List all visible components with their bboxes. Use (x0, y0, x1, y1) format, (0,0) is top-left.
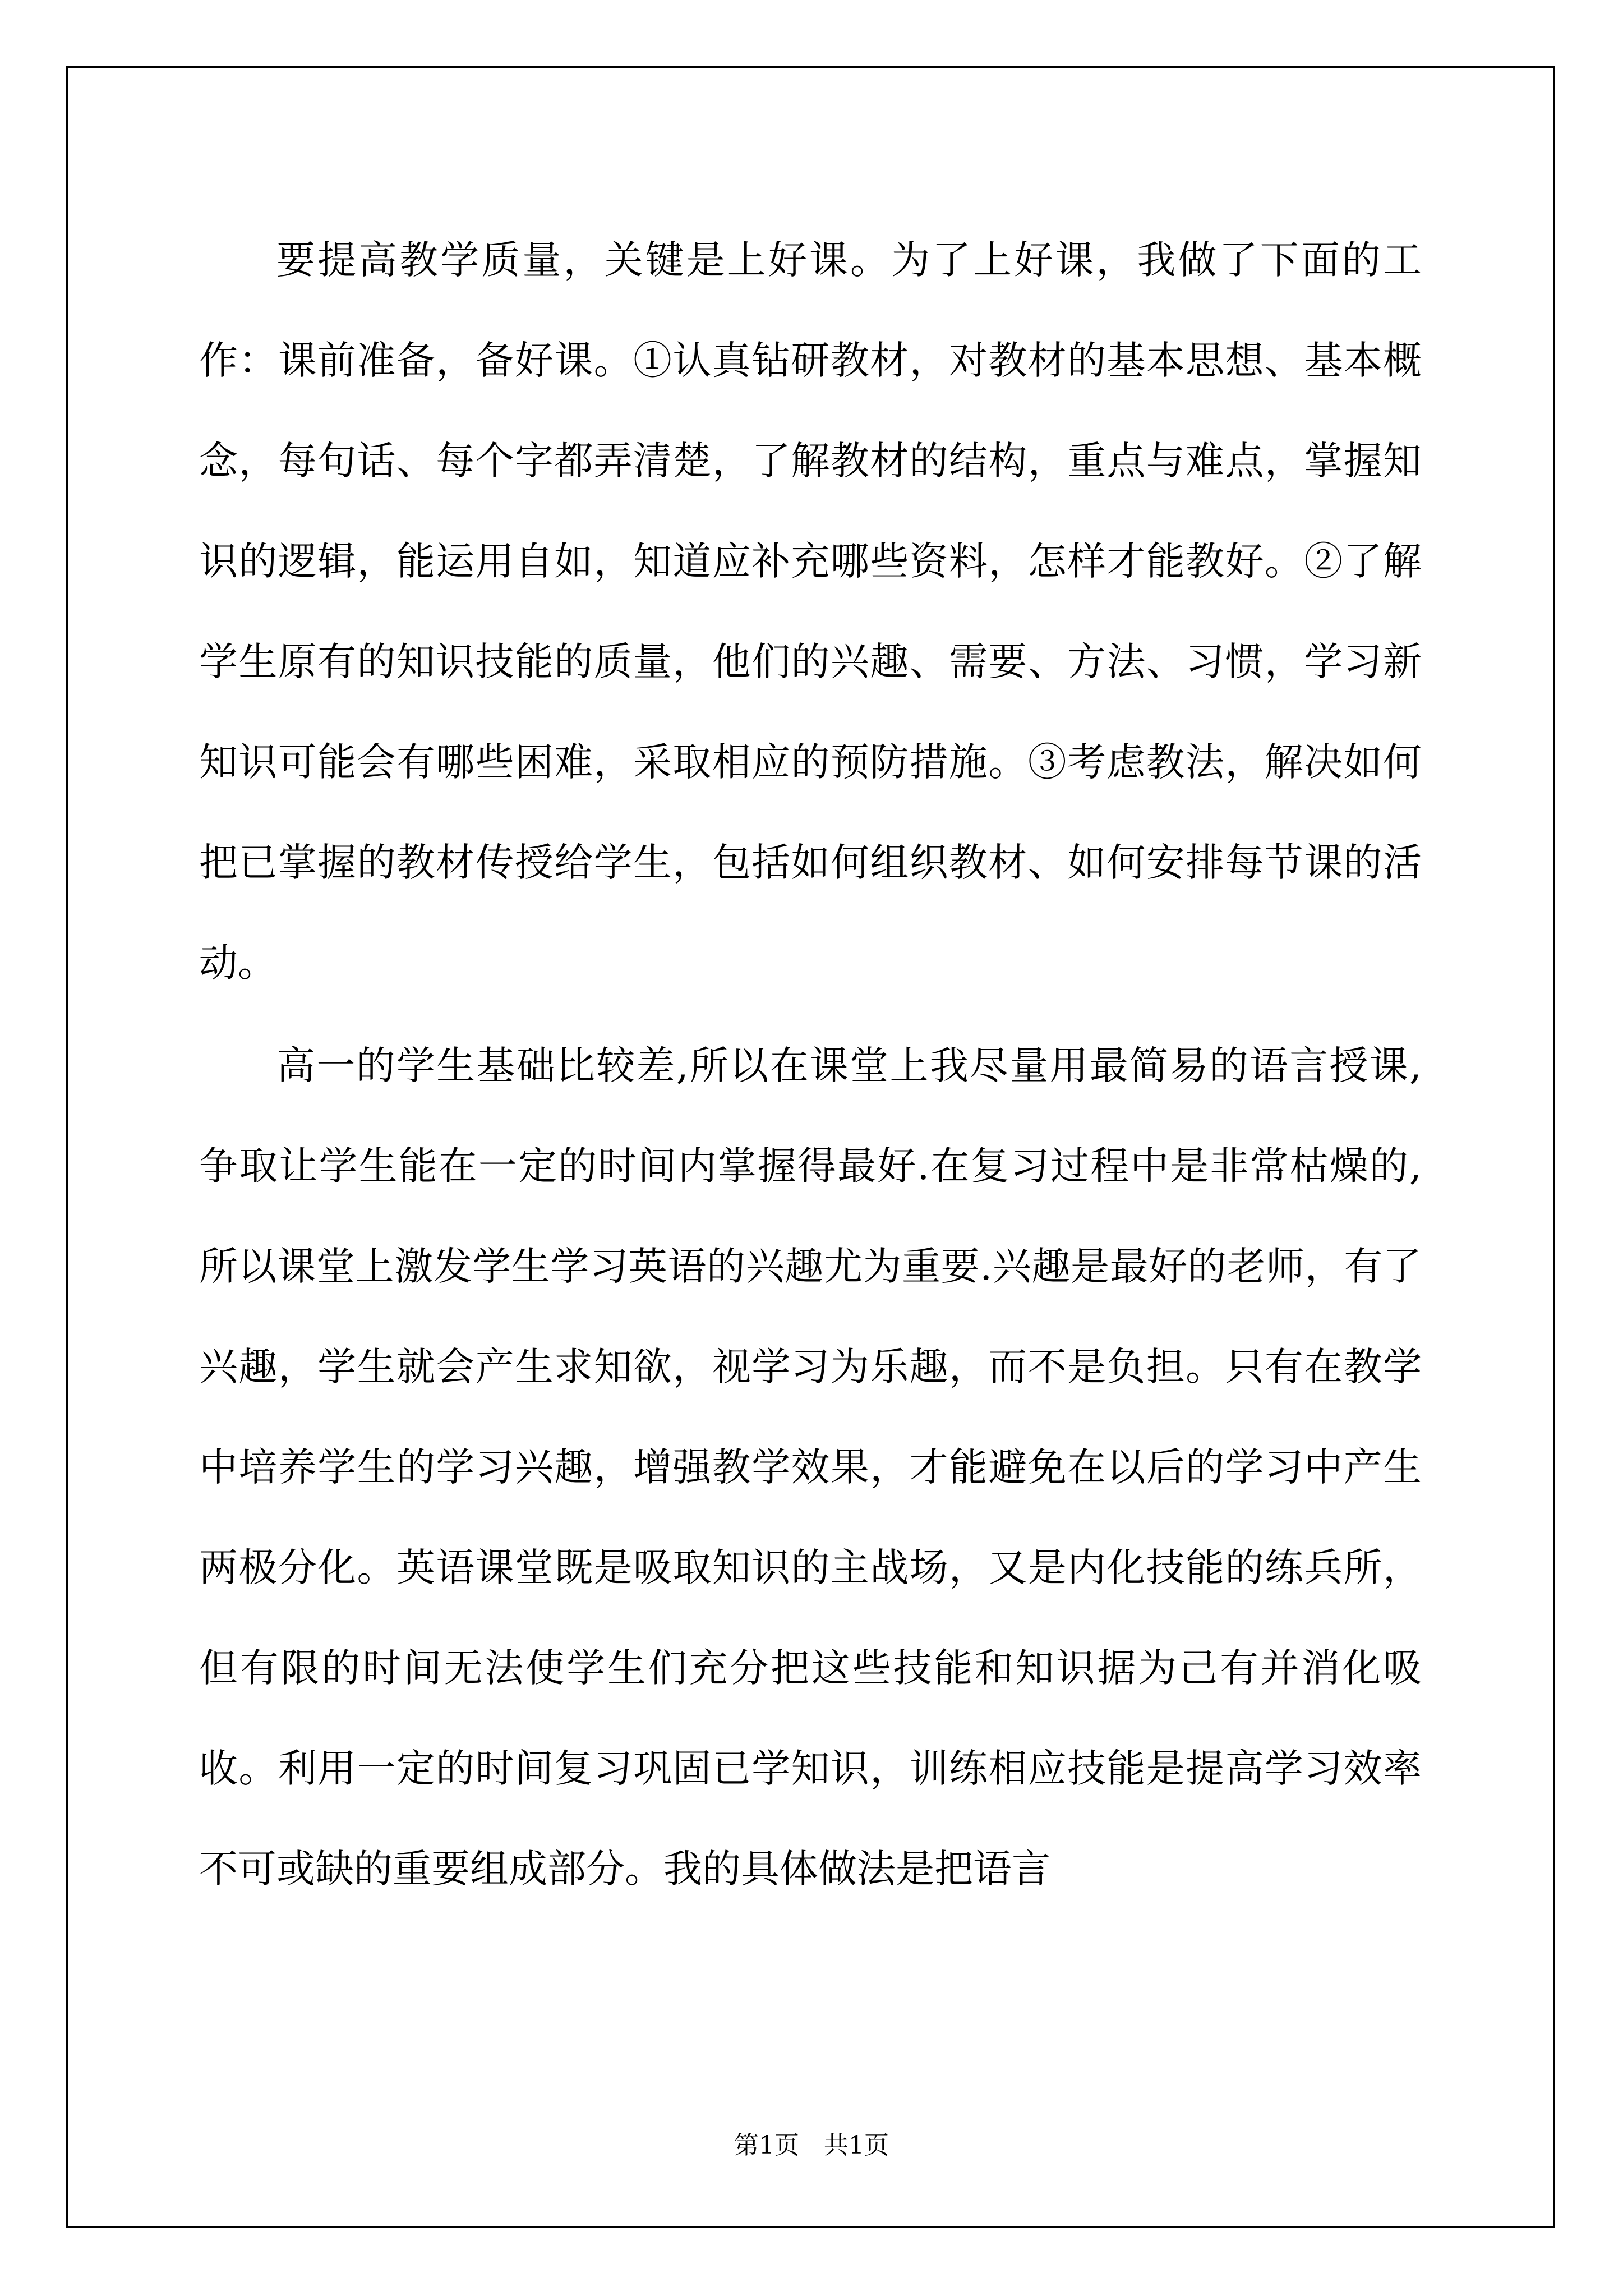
document-body (199, 210, 1422, 1920)
paragraph-2: 高一的学生基础比较差,所以在课堂上我尽量用最简易的语言授课,争取让学生能在一定的时间内掌握得最好.在复习过程中是非常枯燥的,所以课堂上激发学生学习英语的兴趣尤为重要.兴趣是最好的老师，有了兴趣，学生就会产生求知欲，视学习为乐趣，而不是负担。只有在教学中培养学生的学习兴趣，增强教学效果，才能避免在以后的学习中产生两极分化。英语课堂既是吸取知识的主战场，又是内化技能的练兵所，但有限的时间无法使学生们充分把这些技能和知识据为己有并消化吸收。利用一定的时间复习巩固已学知识，训练相应技能是提高学习效率不可或缺的重要组成部分。我的具体做法是把语言 (199, 1043, 1422, 1892)
page-footer: 第1页 共1页 (734, 2131, 889, 2160)
paragraph-1: 要提高教学质量，关键是上好课。为了上好课，我做了下面的工作：课前准备，备好课。①认真钻研教材，对教材的基本思想、基本概念，每句话、每个字都弄清楚，了解教材的结构，重点与难点，掌握知识的逻辑，能运用自如，知道应补充哪些资料，怎样才能教好。②了解学生原有的知识技能的质量，他们的兴趣、需要、方法、习惯，学习新知识可能会有哪些困难，采取相应的预防措施。③考虑教法，解决如何把已掌握的教材传授给学生，包括如何组织教材、如何安排每节课的活动。 (199, 238, 1422, 986)
